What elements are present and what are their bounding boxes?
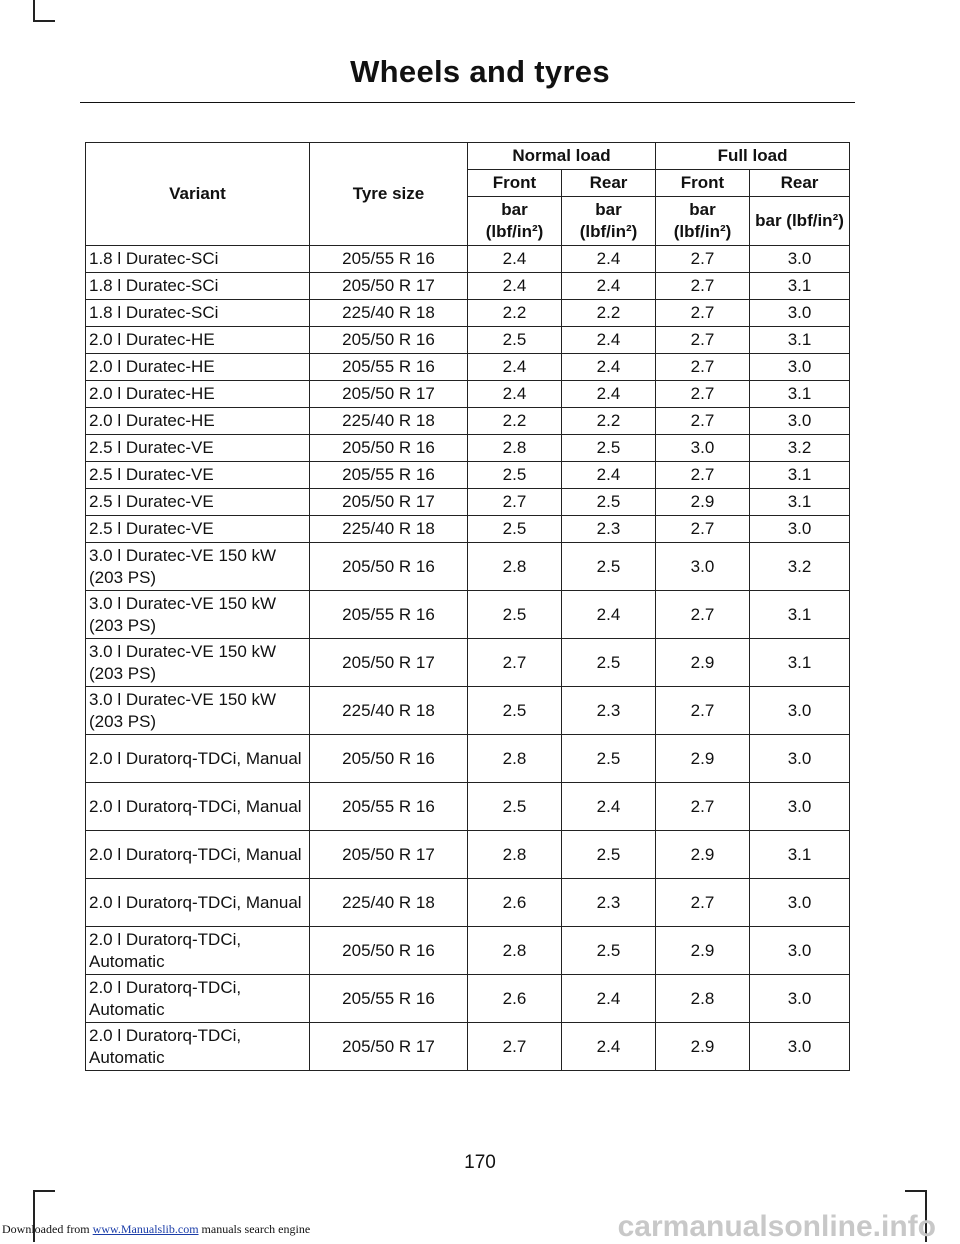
- variant-cell: 2.0 l Duratec-HE: [86, 381, 310, 408]
- header-unit: bar (lbf/in²): [562, 197, 656, 246]
- normal-front-cell: 2.5: [468, 687, 562, 735]
- full-rear-cell: 3.2: [750, 435, 850, 462]
- variant-cell: 1.8 l Duratec-SCi: [86, 246, 310, 273]
- full-front-cell: 2.9: [656, 831, 750, 879]
- variant-cell: 2.5 l Duratec-VE: [86, 516, 310, 543]
- variant-cell: 2.0 l Duratorq-TDCi, Manual: [86, 879, 310, 927]
- full-rear-cell: 3.0: [750, 300, 850, 327]
- footer-suffix: manuals search engine: [201, 1222, 311, 1236]
- full-front-cell: 2.7: [656, 516, 750, 543]
- tyre-size-cell: 225/40 R 18: [310, 408, 468, 435]
- full-rear-cell: 3.1: [750, 831, 850, 879]
- full-front-cell: 2.7: [656, 591, 750, 639]
- normal-front-cell: 2.2: [468, 408, 562, 435]
- normal-rear-cell: 2.2: [562, 408, 656, 435]
- variant-cell: 2.5 l Duratec-VE: [86, 489, 310, 516]
- header-normal-load: Normal load: [468, 143, 656, 170]
- variant-cell: 2.0 l Duratorq-TDCi, Manual: [86, 735, 310, 783]
- tyre-size-cell: 205/50 R 16: [310, 927, 468, 975]
- normal-front-cell: 2.8: [468, 735, 562, 783]
- variant-cell: 2.0 l Duratec-HE: [86, 408, 310, 435]
- full-rear-cell: 3.0: [750, 354, 850, 381]
- full-front-cell: 2.9: [656, 639, 750, 687]
- normal-front-cell: 2.4: [468, 354, 562, 381]
- crop-mark-bottom-right-h: [905, 1190, 927, 1192]
- variant-cell: 2.0 l Duratorq-TDCi, Automatic: [86, 975, 310, 1023]
- full-front-cell: 2.7: [656, 783, 750, 831]
- full-rear-cell: 3.0: [750, 1023, 850, 1071]
- table-row: [86, 831, 850, 879]
- variant-cell: 3.0 l Duratec-VE 150 kW (203 PS): [86, 639, 310, 687]
- table-row: [86, 543, 850, 591]
- table-row: [86, 687, 850, 735]
- full-rear-cell: 3.0: [750, 927, 850, 975]
- crop-mark-bottom-left-h: [33, 1190, 55, 1192]
- header-variant: Variant: [86, 143, 310, 246]
- header-tyre-size: Tyre size: [310, 143, 468, 246]
- full-rear-cell: 3.1: [750, 591, 850, 639]
- tyre-size-cell: 205/50 R 17: [310, 639, 468, 687]
- tyre-size-cell: 205/50 R 17: [310, 381, 468, 408]
- tyre-size-cell: 205/55 R 16: [310, 354, 468, 381]
- full-front-cell: 2.7: [656, 273, 750, 300]
- header-normal-rear: Rear: [562, 170, 656, 197]
- normal-rear-cell: 2.5: [562, 639, 656, 687]
- normal-rear-cell: 2.4: [562, 591, 656, 639]
- variant-cell: 1.8 l Duratec-SCi: [86, 300, 310, 327]
- normal-rear-cell: 2.3: [562, 879, 656, 927]
- full-rear-cell: 3.2: [750, 543, 850, 591]
- normal-rear-cell: 2.3: [562, 516, 656, 543]
- page-number: 170: [464, 1152, 496, 1173]
- full-front-cell: 2.9: [656, 735, 750, 783]
- normal-front-cell: 2.7: [468, 1023, 562, 1071]
- table-row: [86, 927, 850, 975]
- variant-cell: 2.5 l Duratec-VE: [86, 435, 310, 462]
- tyre-size-cell: 205/55 R 16: [310, 975, 468, 1023]
- full-rear-cell: 3.0: [750, 246, 850, 273]
- normal-rear-cell: 2.4: [562, 462, 656, 489]
- full-front-cell: 2.7: [656, 381, 750, 408]
- normal-front-cell: 2.8: [468, 543, 562, 591]
- variant-cell: 2.0 l Duratorq-TDCi, Manual: [86, 783, 310, 831]
- normal-rear-cell: 2.4: [562, 246, 656, 273]
- normal-front-cell: 2.4: [468, 273, 562, 300]
- header-unit: bar (lbf/in²): [468, 197, 562, 246]
- table-row: [86, 408, 850, 435]
- table-row: [86, 516, 850, 543]
- normal-front-cell: 2.6: [468, 975, 562, 1023]
- normal-rear-cell: 2.2: [562, 300, 656, 327]
- full-rear-cell: 3.0: [750, 516, 850, 543]
- full-rear-cell: 3.0: [750, 735, 850, 783]
- table-row: [86, 435, 850, 462]
- tyre-size-cell: 205/50 R 16: [310, 543, 468, 591]
- normal-rear-cell: 2.4: [562, 1023, 656, 1071]
- normal-front-cell: 2.8: [468, 831, 562, 879]
- normal-front-cell: 2.6: [468, 879, 562, 927]
- normal-rear-cell: 2.4: [562, 381, 656, 408]
- footer-download-note: [2, 1222, 310, 1237]
- normal-front-cell: 2.8: [468, 927, 562, 975]
- normal-rear-cell: 2.5: [562, 489, 656, 516]
- full-front-cell: 2.7: [656, 246, 750, 273]
- normal-rear-cell: 2.5: [562, 735, 656, 783]
- normal-front-cell: 2.8: [468, 435, 562, 462]
- table-row: [86, 879, 850, 927]
- table-row: [86, 639, 850, 687]
- tyre-size-cell: 205/50 R 16: [310, 435, 468, 462]
- full-front-cell: 2.7: [656, 687, 750, 735]
- full-rear-cell: 3.1: [750, 327, 850, 354]
- normal-rear-cell: 2.4: [562, 327, 656, 354]
- variant-cell: 2.0 l Duratorq-TDCi, Manual: [86, 831, 310, 879]
- variant-cell: 2.0 l Duratec-HE: [86, 327, 310, 354]
- footer-prefix: Downloaded from: [2, 1222, 90, 1236]
- normal-rear-cell: 2.4: [562, 783, 656, 831]
- table-row: [86, 783, 850, 831]
- full-rear-cell: 3.0: [750, 783, 850, 831]
- table-row: [86, 327, 850, 354]
- normal-rear-cell: 2.4: [562, 273, 656, 300]
- header-full-load: Full load: [656, 143, 850, 170]
- tyre-pressure-table: [85, 142, 850, 1071]
- full-front-cell: 2.7: [656, 408, 750, 435]
- normal-rear-cell: 2.5: [562, 435, 656, 462]
- normal-front-cell: 2.5: [468, 783, 562, 831]
- table-row: [86, 462, 850, 489]
- variant-cell: 2.0 l Duratec-HE: [86, 354, 310, 381]
- table-row: [86, 975, 850, 1023]
- header-normal-front: Front: [468, 170, 562, 197]
- normal-front-cell: 2.7: [468, 489, 562, 516]
- tyre-size-cell: 225/40 R 18: [310, 879, 468, 927]
- tyre-size-cell: 205/50 R 17: [310, 489, 468, 516]
- full-front-cell: 2.9: [656, 489, 750, 516]
- table-row: [86, 489, 850, 516]
- full-front-cell: 2.9: [656, 1023, 750, 1071]
- variant-cell: 1.8 l Duratec-SCi: [86, 273, 310, 300]
- normal-rear-cell: 2.4: [562, 354, 656, 381]
- full-rear-cell: 3.0: [750, 408, 850, 435]
- variant-cell: 2.0 l Duratorq-TDCi, Automatic: [86, 927, 310, 975]
- tyre-size-cell: 205/55 R 16: [310, 591, 468, 639]
- tyre-size-cell: 205/50 R 17: [310, 1023, 468, 1071]
- tyre-size-cell: 205/50 R 17: [310, 831, 468, 879]
- full-front-cell: 2.7: [656, 327, 750, 354]
- tyre-size-cell: 205/55 R 16: [310, 246, 468, 273]
- tyre-size-cell: 205/55 R 16: [310, 462, 468, 489]
- tyre-size-cell: 225/40 R 18: [310, 687, 468, 735]
- table-body: [86, 246, 850, 1071]
- title-divider: [80, 102, 855, 103]
- table-row: [86, 735, 850, 783]
- normal-front-cell: 2.2: [468, 300, 562, 327]
- crop-mark-top-left-h: [33, 20, 55, 22]
- tyre-size-cell: 205/50 R 16: [310, 735, 468, 783]
- header-unit: bar (lbf/in²): [656, 197, 750, 246]
- table-row: [86, 1023, 850, 1071]
- crop-mark-top-left-v: [33, 0, 35, 22]
- full-front-cell: 3.0: [656, 543, 750, 591]
- normal-front-cell: 2.5: [468, 327, 562, 354]
- header-full-rear: Rear: [750, 170, 850, 197]
- full-rear-cell: 3.1: [750, 462, 850, 489]
- full-front-cell: 2.7: [656, 879, 750, 927]
- full-rear-cell: 3.1: [750, 489, 850, 516]
- full-front-cell: 2.8: [656, 975, 750, 1023]
- full-rear-cell: 3.0: [750, 975, 850, 1023]
- full-rear-cell: 3.1: [750, 381, 850, 408]
- full-rear-cell: 3.0: [750, 687, 850, 735]
- normal-front-cell: 2.4: [468, 381, 562, 408]
- normal-rear-cell: 2.3: [562, 687, 656, 735]
- normal-front-cell: 2.5: [468, 462, 562, 489]
- full-front-cell: 2.9: [656, 927, 750, 975]
- tyre-size-cell: 205/55 R 16: [310, 783, 468, 831]
- normal-front-cell: 2.5: [468, 516, 562, 543]
- normal-rear-cell: 2.5: [562, 927, 656, 975]
- full-front-cell: 2.7: [656, 462, 750, 489]
- header-unit: bar (lbf/in²): [750, 197, 850, 246]
- normal-rear-cell: 2.5: [562, 831, 656, 879]
- table-row: [86, 381, 850, 408]
- variant-cell: 2.0 l Duratorq-TDCi, Automatic: [86, 1023, 310, 1071]
- variant-cell: 2.5 l Duratec-VE: [86, 462, 310, 489]
- variant-cell: 3.0 l Duratec-VE 150 kW (203 PS): [86, 687, 310, 735]
- table-row: [86, 354, 850, 381]
- page-title: Wheels and tyres: [350, 54, 610, 89]
- manualslib-link[interactable]: www.Manualslib.com: [92, 1222, 199, 1236]
- normal-rear-cell: 2.4: [562, 975, 656, 1023]
- full-front-cell: 3.0: [656, 435, 750, 462]
- variant-cell: 3.0 l Duratec-VE 150 kW (203 PS): [86, 543, 310, 591]
- variant-cell: 3.0 l Duratec-VE 150 kW (203 PS): [86, 591, 310, 639]
- watermark: carmanualsonline.info: [617, 1210, 936, 1243]
- table-row: [86, 591, 850, 639]
- table-row: [86, 246, 850, 273]
- full-rear-cell: 3.1: [750, 273, 850, 300]
- tyre-size-cell: 225/40 R 18: [310, 516, 468, 543]
- tyre-size-cell: 205/50 R 17: [310, 273, 468, 300]
- full-front-cell: 2.7: [656, 354, 750, 381]
- full-front-cell: 2.7: [656, 300, 750, 327]
- full-rear-cell: 3.0: [750, 879, 850, 927]
- tyre-size-cell: 205/50 R 16: [310, 327, 468, 354]
- normal-front-cell: 2.7: [468, 639, 562, 687]
- table-row: [86, 273, 850, 300]
- normal-front-cell: 2.4: [468, 246, 562, 273]
- table-row: [86, 300, 850, 327]
- normal-front-cell: 2.5: [468, 591, 562, 639]
- header-full-front: Front: [656, 170, 750, 197]
- normal-rear-cell: 2.5: [562, 543, 656, 591]
- tyre-size-cell: 225/40 R 18: [310, 300, 468, 327]
- full-rear-cell: 3.1: [750, 639, 850, 687]
